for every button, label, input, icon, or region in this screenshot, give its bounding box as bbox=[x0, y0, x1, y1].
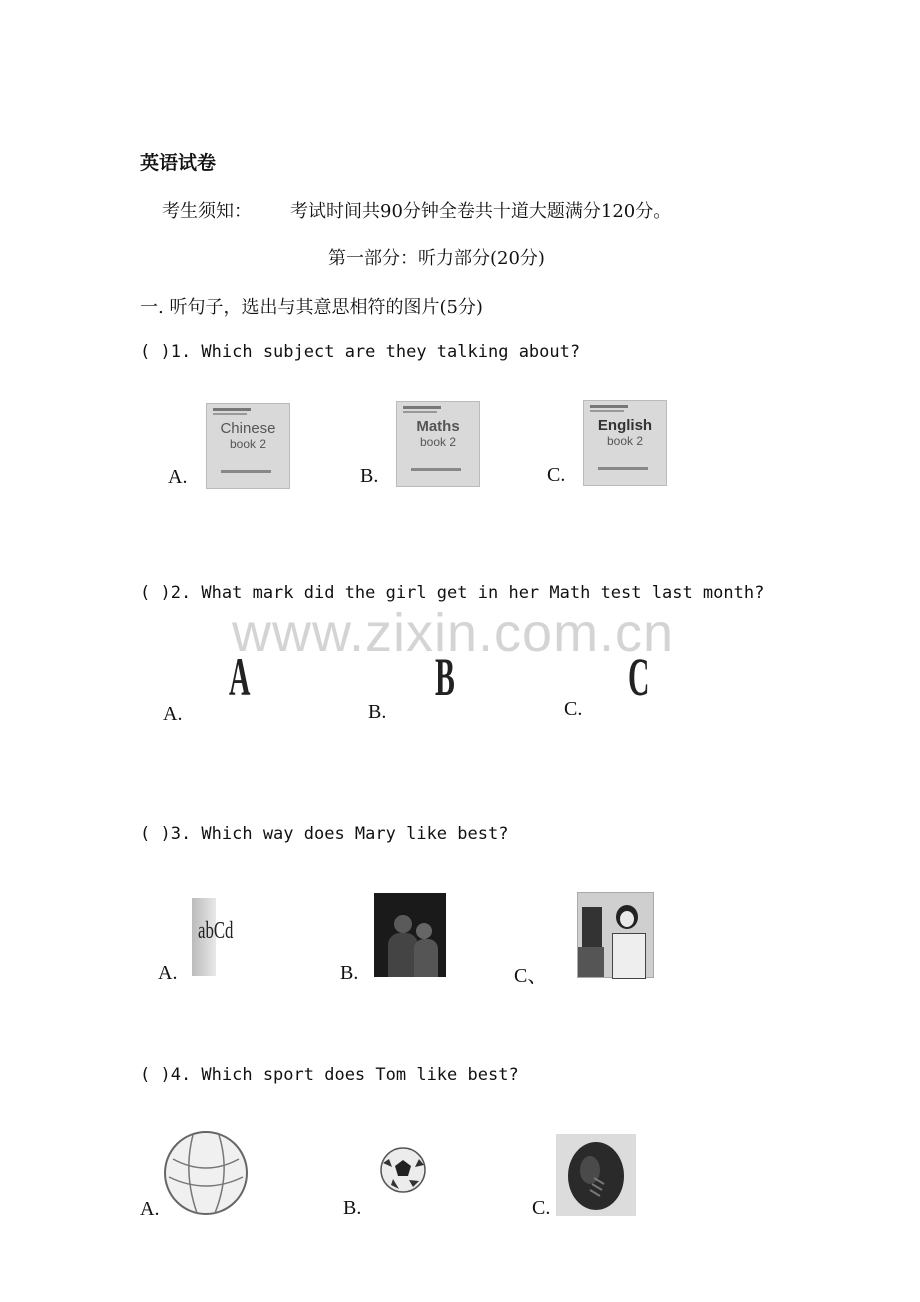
question-3: ( )3. Which way does Mary like best? bbox=[140, 824, 509, 844]
q2-option-c-label: C. bbox=[564, 698, 583, 720]
q4-option-b-label: B. bbox=[343, 1197, 362, 1219]
chinese-book-picture bbox=[206, 403, 290, 489]
movie-picture bbox=[374, 893, 446, 977]
q4-option-c-label: C. bbox=[532, 1197, 551, 1219]
q3-option-c-label: C、 bbox=[514, 965, 548, 987]
maths-book-picture bbox=[396, 401, 480, 487]
q3-option-a-label: A. bbox=[158, 962, 178, 984]
book-subtitle: book 2 bbox=[419, 435, 457, 449]
q2-option-b-label: B. bbox=[368, 701, 387, 723]
grade-b-picture: B bbox=[435, 647, 455, 707]
book-title: Maths bbox=[416, 418, 460, 435]
q1-option-c-label: C. bbox=[547, 464, 566, 486]
volleyball-picture bbox=[163, 1129, 249, 1217]
football-picture bbox=[379, 1147, 427, 1193]
q2-option-a-label: A. bbox=[163, 703, 183, 725]
question-1: ( )1. Which subject are they talking about? bbox=[140, 342, 581, 362]
question-4: ( )4. Which sport does Tom like best? bbox=[140, 1065, 519, 1085]
part-one-title: 第一部分：听力部分(20分) bbox=[328, 248, 545, 269]
watermark: www.zixin.com.cn bbox=[232, 603, 675, 663]
letters-text: abCd bbox=[198, 918, 234, 944]
grade-c-picture: C bbox=[628, 647, 650, 707]
q4-option-a-label: A. bbox=[140, 1198, 160, 1220]
tv-girl-picture bbox=[577, 892, 654, 978]
english-book-picture bbox=[583, 400, 667, 486]
q3-option-b-label: B. bbox=[340, 962, 359, 984]
reading-letters-picture bbox=[192, 898, 260, 976]
grade-a-picture: A bbox=[229, 647, 251, 707]
q1-option-b-label: B. bbox=[360, 465, 379, 487]
question-2: ( )2. What mark did the girl get in her Math test last month? bbox=[140, 583, 765, 603]
rugby-ball-picture bbox=[556, 1134, 636, 1216]
book-subtitle: book 2 bbox=[229, 437, 267, 451]
notice-text: 考试时间共90分钟全卷共十道大题满分120分。 bbox=[290, 201, 672, 222]
book-subtitle: book 2 bbox=[606, 434, 644, 448]
book-title: Chinese bbox=[220, 420, 276, 437]
q1-option-a-label: A. bbox=[168, 466, 188, 488]
section-one-title: 一. 听句子，选出与其意思相符的图片(5分) bbox=[140, 297, 483, 318]
book-title: English bbox=[597, 417, 653, 434]
notice-label: 考生须知： bbox=[162, 201, 252, 222]
page-title: 英语试卷 bbox=[140, 152, 217, 174]
